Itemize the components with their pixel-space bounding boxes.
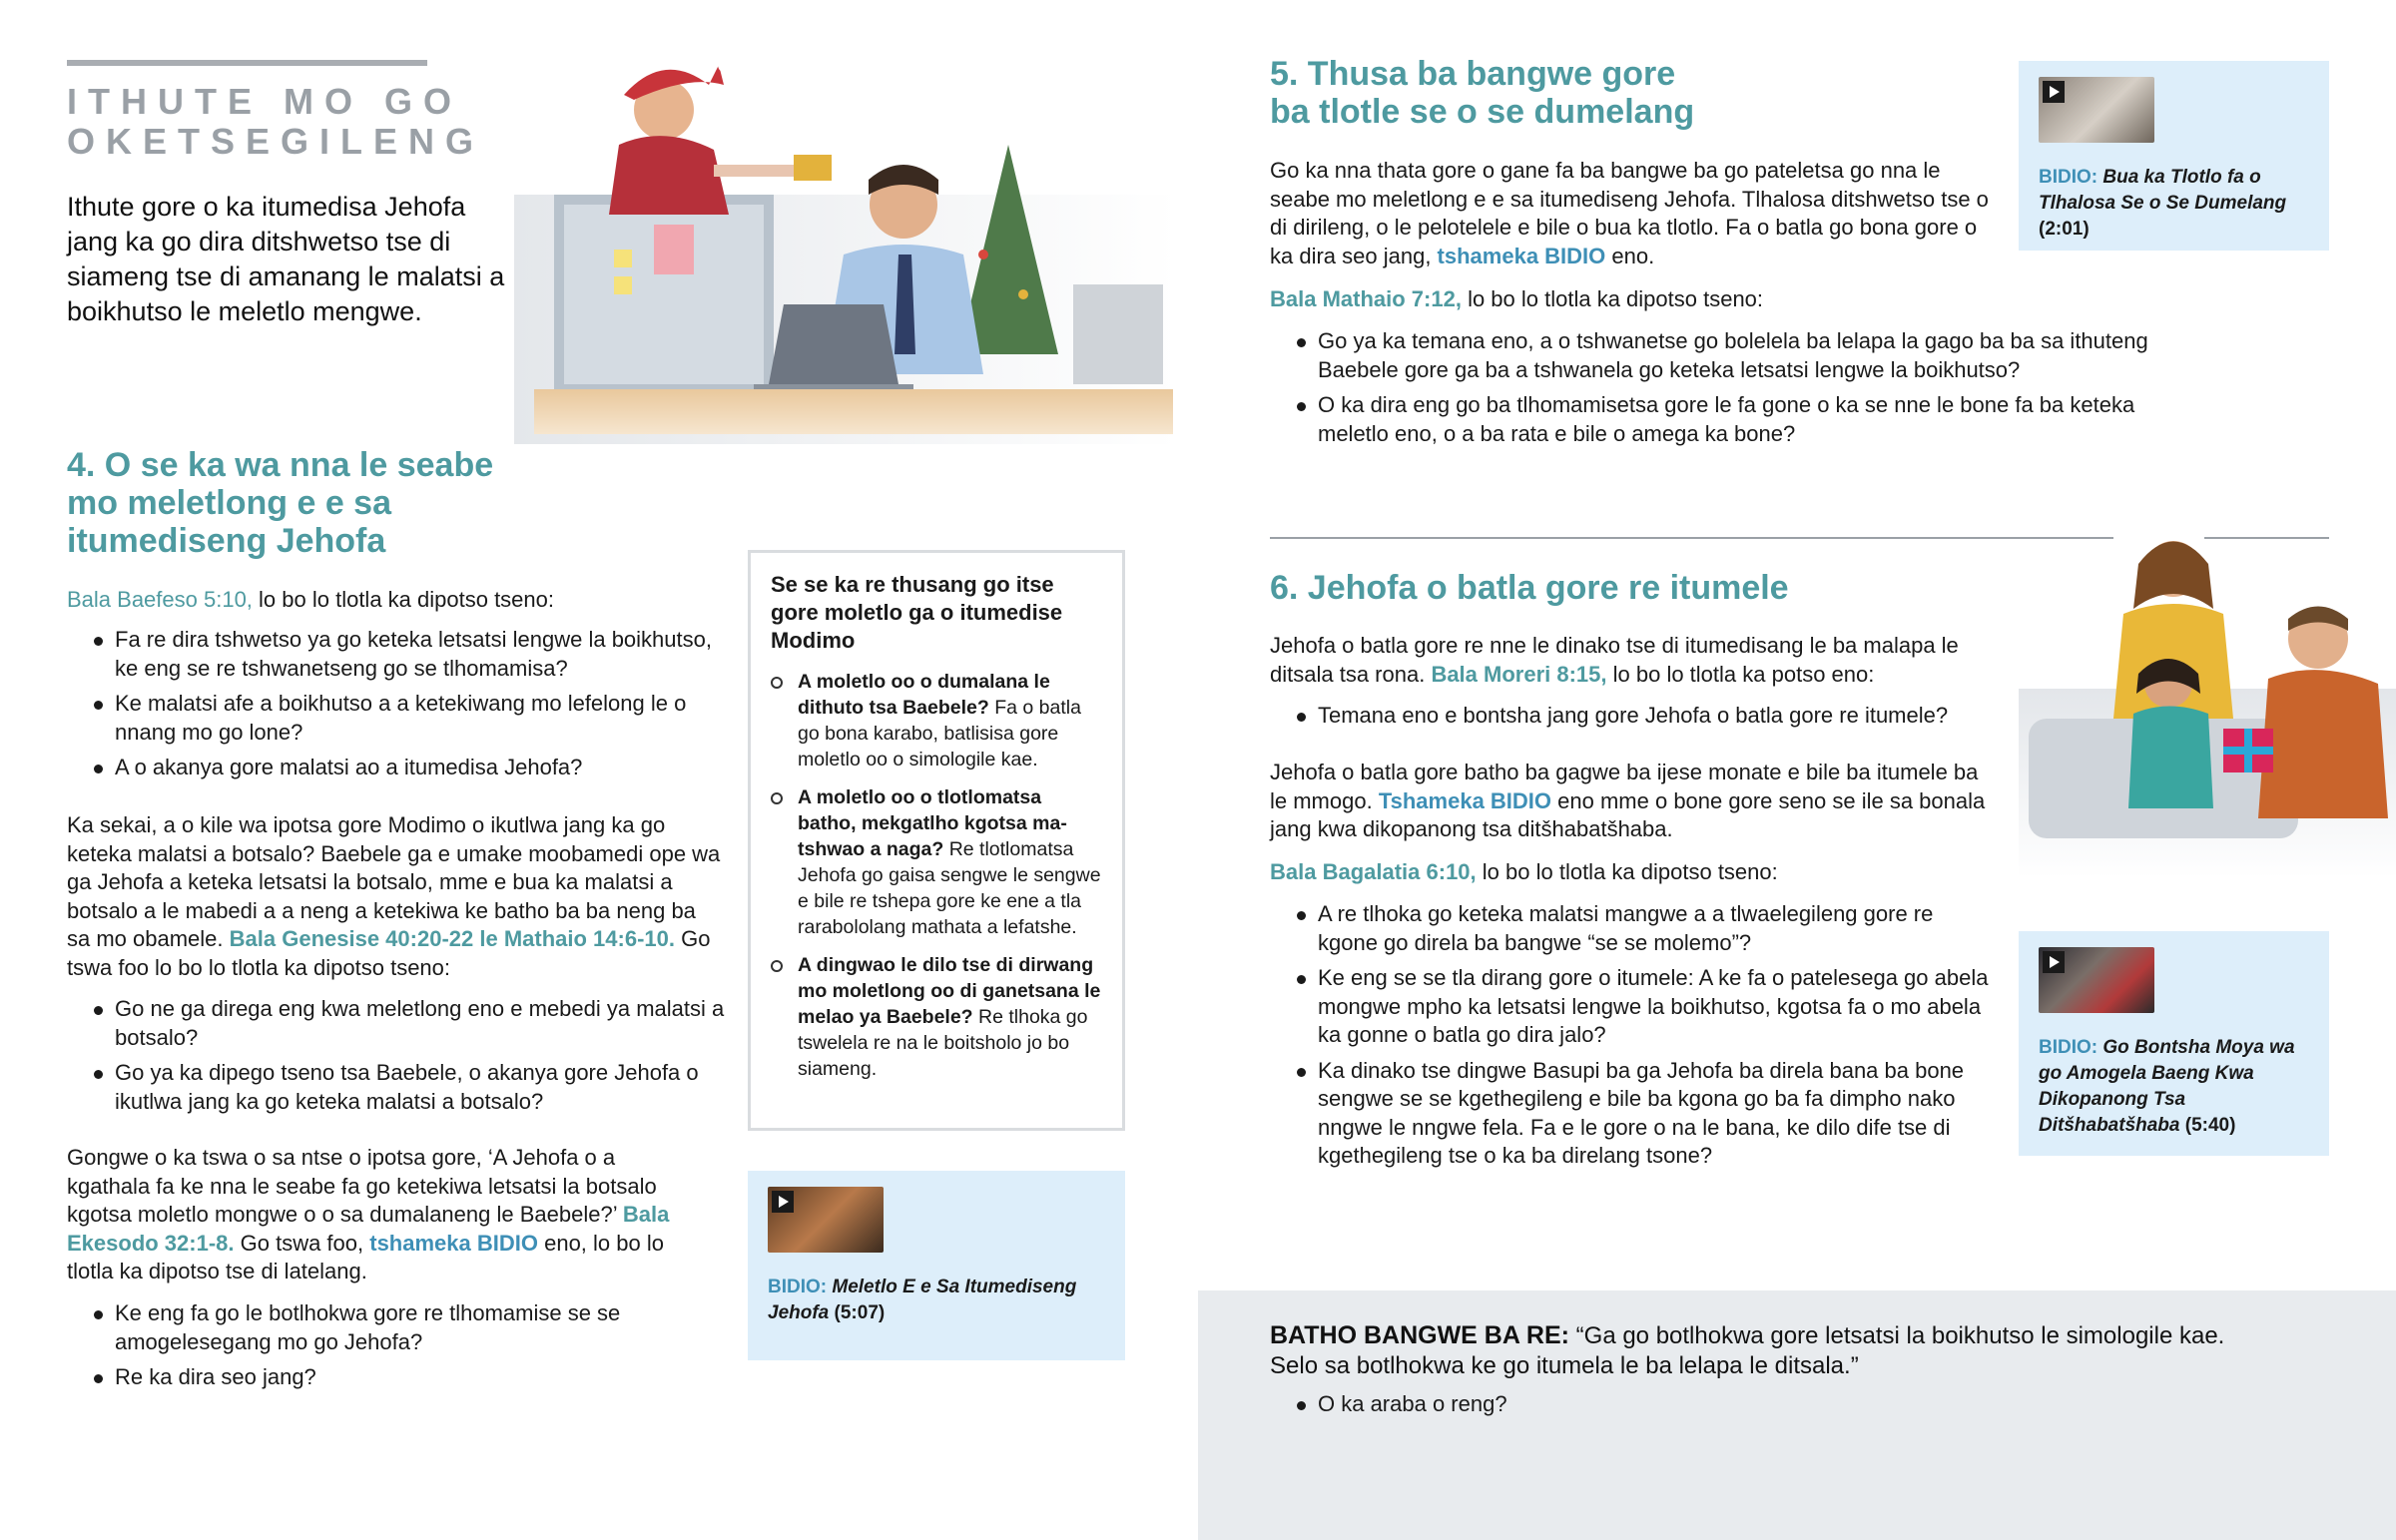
guidance-question: A moletlo oo o tlotlomatsa batho, mekgatlho kgotsa matshwao a naga? — [798, 786, 1067, 860]
question-item: Go ne ga direga eng kwa meletlong eno e mebedi ya malatsi a botsalo? — [67, 995, 726, 1052]
section-4-questions-2 — [67, 995, 726, 1123]
scripture-link-baefeso[interactable]: Bala Baefeso 5:10, — [67, 587, 253, 612]
office-illustration — [514, 55, 1178, 444]
question-item: Go ya ka dipego tseno tsa Baebele, o akanya gore Jehofa o ikutlwa jang ka go keteka malatsi a botsalo? — [67, 1059, 726, 1116]
section-6-questions-1 — [1270, 702, 1999, 738]
others-say-label: BATHO BANGWE BA RE: — [1270, 1321, 1569, 1349]
video-label: BIDIO: — [2039, 167, 2098, 188]
paragraph-text: Jehofa o batla gore re nne le dinako tse di itumedisang le ba malapa le ditsala tsa rona. — [1270, 633, 1959, 687]
heading-line-2: OKETSEGILENG — [67, 121, 485, 162]
question-item: O ka dira eng go ba tlhomamisetsa gore le fa gone o ka se nne le bone fa ba keteka meletlo eno, o a ba rata e bile o amega ka bone? — [1270, 391, 2188, 448]
section-5-title — [1270, 55, 1869, 131]
section-5-read — [1270, 285, 1969, 314]
section-6-title: 6. Jehofa o batla gore re itumele — [1270, 569, 1789, 607]
scripture-link-genesise[interactable]: Bala Genesise 40:20-22 le Mathaio 14:6-10. — [229, 926, 675, 951]
others-say-quote — [1270, 1320, 2268, 1381]
quote-text: “Ga go botlhokwa gore letsatsi la boikhutso le simologile kae. Selo sa botlhokwa ke go itumela le ba lelapa le ditsala.” — [1270, 1322, 2225, 1379]
question-item: Ke eng se se tla dirang gore o itumele: A ke fa o patelesega go abela mongwe mpho ka letsatsi lengwe la boikhutso, kgotsa fa o mo abela ka gonne o batla go dira jalo? — [1270, 964, 1989, 1050]
question-item: Ka dinako tse dingwe Basupi ba ga Jehofa ba direla bana ba bone sengwe se se kgethegileng e bile ba kgona go ba fa dimpho nako nngwe le nngwe fela. Fa e le gore o na le bana, ke dilo dife tse di kgethegileng tse o ka ba direlang tsone? — [1270, 1057, 1989, 1171]
section-4-paragraph-2 — [67, 1144, 696, 1286]
others-say-question — [1270, 1390, 2069, 1426]
scripture-link-ekesodo[interactable]: Bala Ekesodo 32:1-8. — [67, 1202, 670, 1256]
intro-text: Ithute gore o ka itumedisa Jehofa jang ka go dira ditshwetso tse di siameng tse di amanang le malatsi a boikhutso le meletlo mengwe. — [67, 192, 505, 326]
section-4-questions-3 — [67, 1299, 666, 1399]
title-line: 5. Thusa ba bangwe gore — [1270, 55, 1676, 93]
video-card-hospitality[interactable] — [2019, 931, 2329, 1156]
others-say-panel — [1198, 1290, 2396, 1540]
guidance-answer: Re tlotlomatsa Jehofa go gaisa sengwe le sengwe e bile re tshepa gore ke ene a tla rarabololang mathata a lefatshe. — [798, 838, 1101, 938]
video-duration: (5:40) — [2179, 1115, 2236, 1136]
video-caption — [2039, 1035, 2309, 1139]
question-item: Temana eno e bontsha jang gore Jehofa o batla gore re itumele? — [1270, 702, 1999, 731]
paragraph-text: lo bo lo tlotla ka potso eno: — [1606, 661, 1875, 687]
guidance-item — [771, 669, 1102, 772]
section-6-paragraph-2 — [1270, 759, 1999, 844]
video-card-celebrations[interactable] — [748, 1171, 1125, 1360]
video-caption — [2039, 165, 2309, 243]
question-item: O ka araba o reng? — [1270, 1390, 2069, 1419]
question-item: Ke eng fa go le botlhokwa gore re tlhomamise se se amogelesegang mo go Jehofa? — [67, 1299, 666, 1356]
family-gift-image — [2019, 519, 2396, 878]
play-icon[interactable] — [2043, 81, 2065, 103]
paragraph-text: Gongwe o ka tswa o sa ntse o ipotsa gore, ‘A Jehofa o a kgathala fa ke nna le seabe fa go ketekiwa letsatsi la botsalo kgotsa moletlo mongwe o o sa dumalaneng le Baebele?’ — [67, 1145, 657, 1227]
scripture-link-mathaio[interactable]: Bala Mathaio 7:12, — [1270, 286, 1462, 311]
video-thumbnail[interactable] — [768, 1187, 884, 1253]
scripture-link-moreri[interactable]: Bala Moreri 8:15, — [1431, 661, 1607, 687]
scripture-link-bagalatia[interactable]: Bala Bagalatia 6:10, — [1270, 859, 1477, 884]
video-duration: (5:07) — [829, 1302, 886, 1323]
section-heading — [67, 81, 485, 162]
play-video-link[interactable]: Tshameka BIDIO — [1378, 787, 1552, 813]
video-card-respect[interactable] — [2019, 61, 2329, 251]
section-4-questions-1 — [67, 626, 726, 789]
section-4-read-1 — [67, 586, 726, 615]
section-6-read — [1270, 858, 1969, 887]
play-icon[interactable] — [2043, 951, 2065, 973]
paragraph-text: eno. — [1605, 243, 1655, 268]
office-scene-image — [514, 55, 1178, 444]
video-title: Go Bontsha Moya wa go Amogela Baeng Kwa Dikopanong Tsa Ditšhabatšhaba — [2039, 1037, 2295, 1136]
guidance-question: A moletlo oo o dumalana le dithuto tsa Baebele? — [798, 671, 1050, 719]
video-caption — [768, 1275, 1105, 1326]
read-instruction: lo bo lo tlotla ka dipotso tseno: — [1476, 859, 1778, 884]
paragraph-text: eno, lo bo lo tlotla ka dipotso tse di latelang. — [67, 1230, 664, 1283]
play-video-link[interactable]: tshameka BIDIO — [1437, 243, 1606, 268]
family-illustration — [2019, 519, 2396, 878]
section-6-questions-2 — [1270, 900, 1989, 1178]
section-5-paragraph — [1270, 157, 1999, 270]
guidance-answer: Re tlhoka go tswelela re na le boitsholo jo bo siameng. — [798, 1006, 1088, 1080]
section-6-paragraph-1 — [1270, 632, 1999, 689]
title-line: ba tlotle se o se dumelang — [1270, 93, 1695, 131]
question-item: Fa re dira tshwetso ya go keteka letsatsi lengwe la boikhutso, ke eng se re tshwanetseng go se tlhomamisa? — [67, 626, 726, 683]
guidance-item — [771, 784, 1102, 940]
guidance-answer: Fa o batla go bona karabo, batlisisa gore moletlo oo o simologile kae. — [798, 697, 1081, 770]
paragraph-text: Jehofa o batla gore batho ba gagwe ba ijese monate e bile ba itumele ba le mmogo. — [1270, 760, 1979, 813]
video-thumbnail[interactable] — [2039, 77, 2154, 143]
paragraph-text: eno mme o bone gore seno se ile sa bonala jang kwa dikopanong tsa ditšhabatšhaba. — [1270, 787, 1986, 841]
video-label: BIDIO: — [768, 1277, 828, 1297]
question-item: Go ya ka temana eno, a o tshwanetse go bolelela ba lelapa la gago ba ba sa ithuteng Baebele gore ga ba a tshwanela go keteka letsatsi lengwe la boikhutso? — [1270, 327, 2188, 384]
read-instruction: lo bo lo tlotla ka dipotso tseno: — [1461, 286, 1764, 311]
video-title: Meletlo E e Sa Itumediseng Jehofa — [768, 1277, 1077, 1323]
guidance-box-title: Se se ka re thusang go itse gore moletlo ga o itumedise Modimo — [771, 572, 1063, 653]
read-instruction: lo bo lo tlotla ka dipotso tseno: — [252, 587, 555, 612]
guidance-box — [748, 550, 1125, 1131]
header-rule — [67, 60, 427, 66]
question-item: Ke malatsi afe a boikhutso a a ketekiwang mo lefelong le o nnang mo go lone? — [67, 690, 726, 747]
paragraph-text: Go tswa foo lo bo lo tlotla ka dipotso tseno: — [67, 926, 711, 980]
guidance-question: A dingwao le dilo tse di dirwang mo moletlong oo di ganetsana le melao ya Baebele? — [798, 954, 1101, 1028]
section-4-paragraph-1 — [67, 811, 721, 982]
play-video-link[interactable]: tshameka BIDIO — [369, 1230, 538, 1256]
guidance-item — [771, 952, 1102, 1082]
question-item: A o akanya gore malatsi ao a itumedisa Jehofa? — [67, 754, 726, 782]
paragraph-text: Go tswa foo, — [234, 1230, 370, 1256]
video-duration: (2:01) — [2039, 219, 2090, 240]
question-item: Re ka dira seo jang? — [67, 1363, 666, 1392]
video-label: BIDIO: — [2039, 1037, 2098, 1058]
play-icon[interactable] — [772, 1191, 794, 1213]
guidance-list — [771, 669, 1102, 1082]
section-divider — [1270, 537, 2113, 539]
paragraph-text: Ka sekai, a o kile wa ipotsa gore Modimo o ikutlwa jang ka go keteka malatsi a botsalo? Baebele ga e umake moobamedi ope wa ga Jehofa a keteka letsatsi la botsalo, mme e bua ka malatsi a botsalo a le mabedi a a neng a ketekiwa ke batho ba ba neng ba sa mo obamele. — [67, 812, 721, 951]
section-5-questions — [1270, 327, 2188, 455]
section-4-title: 4. O se ka wa nna le seabe mo meletlong e e sa itumediseng Jehofa — [67, 446, 494, 560]
video-title: Bua ka Tlotlo fa o Tlhalosa Se o Se Dumelang — [2039, 167, 2287, 214]
question-item: A re tlhoka go keteka malatsi mangwe a a tlwaelegileng gore re kgone go direla ba bangwe “se se molemo”? — [1270, 900, 1989, 957]
video-thumbnail[interactable] — [2039, 947, 2154, 1013]
paragraph-text: Go ka nna thata gore o gane fa ba bangwe ba go pateletsa go nna le seabe mo meletlong e e sa itumediseng Jehofa. Tlhalosa ditshwetso tse o di dirileng, o le pelotelele e bile o bua ka tlotlo. Fa o batla go bona gore o ka dira seo jang, — [1270, 158, 1989, 268]
heading-line-1: ITHUTE MO GO — [67, 81, 462, 122]
